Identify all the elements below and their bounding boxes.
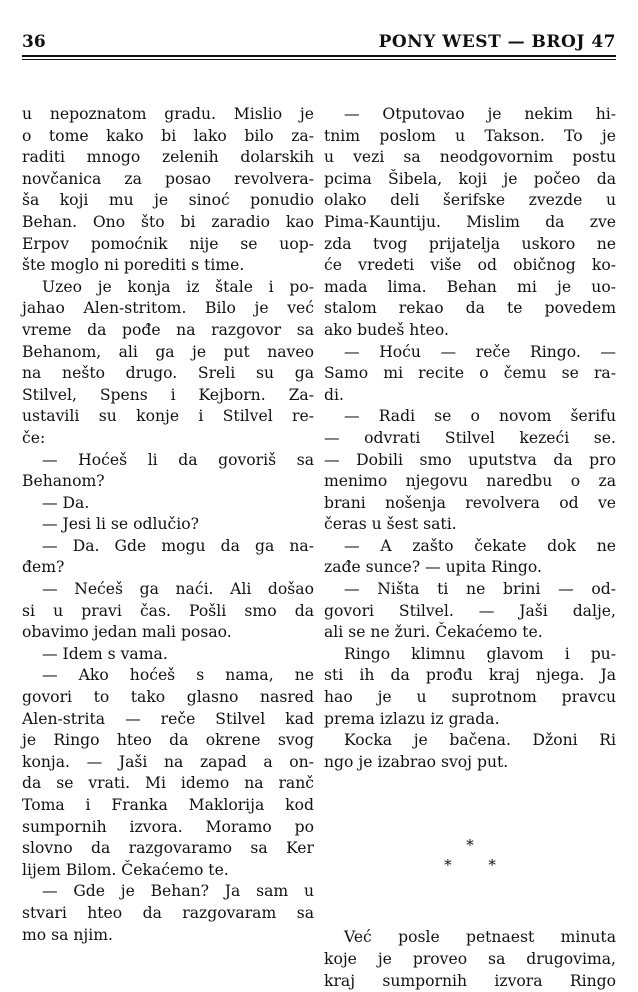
left-column: [22, 104, 314, 946]
text-line: da se vrati. Mi idemo na ranč: [22, 774, 314, 793]
text-line: Behan. Ono što bi zaradio kao: [22, 212, 314, 231]
text-line: stalom rekao da te povedem: [324, 299, 616, 318]
text-line: mo sa njim.: [22, 925, 113, 944]
text-line: Samo mi recite o čemu se ra-: [324, 364, 616, 383]
text-line: če:: [22, 428, 46, 447]
text-line: vreme da pođe na razgovor sa: [22, 320, 314, 339]
text-line: šte moglo ni porediti s time.: [22, 256, 245, 275]
text-line: slovno da razgovaramo sa Ker: [22, 839, 314, 858]
text-line: ngo je izabrao svoj put.: [324, 752, 509, 771]
magazine-title: PONY WEST — BROJ 47: [378, 32, 616, 52]
text-line: ustavili su konje i Stilvel re-: [22, 407, 314, 426]
text-line: sumpornih izvora. Moramo po: [22, 817, 314, 836]
text-line: brani nošenja revolvera od ve: [324, 493, 616, 512]
text-line: đem?: [22, 558, 65, 577]
section-separator: [324, 835, 616, 875]
text-line: o tome kako bi lako bilo za-: [22, 126, 314, 145]
text-line: Alen-strita — reče Stilvel kad: [22, 709, 314, 728]
text-line: kraj sumpornih izvora Ringo: [324, 971, 616, 990]
text-line: mada lima. Behan mi je uo-: [324, 277, 616, 296]
text-line: — Gde je Behan? Ja sam u: [42, 882, 314, 901]
text-line: — Ništa ti ne brini — od-: [344, 580, 616, 599]
text-line: — Da.: [42, 493, 90, 512]
text-line: će vredeti više od običnog ko-: [324, 256, 616, 275]
text-line: u nepoznatom gradu. Mislio je: [22, 105, 314, 123]
text-line: Već posle petnaest minuta: [344, 928, 616, 947]
text-line: stvari hteo da razgovaram sa: [22, 903, 314, 922]
text-line: tnim poslom u Takson. To je: [324, 126, 616, 145]
text-line: Pima-Kauntiju. Mislim da zve: [324, 212, 616, 231]
text-line: — Radi se o novom šerifu: [344, 407, 616, 426]
text-line: — Hoću — reče Ringo. —: [344, 342, 616, 361]
separator-bottom-asterisks: * *: [444, 856, 512, 875]
text-line: Erpov pomoćnik nije se uop-: [22, 234, 314, 253]
text-line: je Ringo hteo da okrene svog: [22, 731, 314, 750]
page-number: 36: [22, 32, 46, 52]
text-line: pcima Šibela, koji je počeo da: [324, 169, 616, 188]
text-line: ša koji mu je sinoć ponudio: [22, 191, 314, 210]
text-line: si u pravi čas. Pošli smo da: [22, 601, 314, 620]
text-line: na nešto drugo. Sreli su ga: [22, 364, 314, 383]
page-header: [22, 22, 616, 52]
text-line: konja. — Jaši na zapad a on-: [22, 752, 314, 771]
separator-top-asterisk: *: [466, 836, 474, 855]
text-line: jahao Alen-stritom. Bilo je već: [22, 299, 314, 318]
text-line: raditi mnogo zelenih dolarskih: [22, 148, 314, 167]
text-line: — Ako hoćeš s nama, ne: [42, 666, 314, 685]
text-line: Toma i Franka Maklorija kod: [22, 796, 314, 814]
text-line: sti ih da prođu kraj njega. Ja: [324, 666, 616, 685]
text-line: govori to tako glasno nasred: [22, 688, 314, 707]
text-line: novčanica za posao revolvera-: [22, 169, 314, 188]
text-line: — odvrati Stilvel kezeći se.: [324, 428, 616, 447]
text-line: — A zašto čekate dok ne: [344, 536, 616, 555]
text-line: Behanom, ali ga je put naveo: [22, 342, 314, 361]
right-column: [324, 104, 616, 992]
text-line: koje je proveo sa drugovima,: [324, 950, 616, 968]
text-line: obavimo jedan mali posao.: [22, 623, 232, 642]
right-column-bottom-text: [324, 927, 616, 992]
text-line: Kocka je bačena. Džoni Ri: [344, 731, 616, 750]
text-line: di.: [324, 385, 344, 404]
text-line: — Da. Gde mogu da ga na-: [42, 536, 314, 555]
text-line: zda tvog prijatelja uskoro ne: [324, 234, 616, 253]
text-line: prema izlazu iz grada.: [324, 709, 500, 728]
text-line: lijem Bilom. Čekaćemo te.: [22, 860, 229, 879]
text-line: čeras u šest sati.: [324, 515, 457, 534]
text-line: Uzeo je konja iz štale i po-: [42, 277, 314, 296]
text-line: menimo njegovu naredbu o za: [324, 472, 616, 491]
text-line: — Jesi li se odlučio?: [42, 515, 199, 534]
text-line: — Hoćeš li da govoriš sa: [42, 450, 314, 469]
text-line: zađe sunce? — upita Ringo.: [324, 558, 542, 577]
text-line: ako budeš hteo.: [324, 320, 449, 339]
text-line: Ringo klimnu glavom i pu-: [344, 644, 616, 663]
text-line: — Nećeš ga naći. Ali došao: [42, 580, 314, 599]
text-line: hao je u suprotnom pravcu: [324, 688, 616, 707]
text-line: Behanom?: [22, 472, 105, 491]
right-column-top-text: [324, 104, 616, 773]
text-line: govori Stilvel. — Jaši dalje,: [324, 601, 616, 620]
text-line: — Otputovao je nekim hi-: [344, 105, 616, 123]
text-line: Stilvel, Spens i Kejborn. Za-: [22, 385, 314, 404]
text-line: olako deli šerifske zvezde u: [324, 191, 616, 210]
header-rule-thin: [22, 59, 616, 60]
text-line: — Idem s vama.: [42, 644, 168, 663]
text-line: ali se ne žuri. Čekaćemo te.: [324, 623, 543, 642]
header-rule-thick: [22, 55, 616, 57]
text-line: — Dobili smo uputstva da pro: [324, 450, 616, 469]
text-line: u vezi sa neodgovornim postu: [324, 148, 616, 167]
